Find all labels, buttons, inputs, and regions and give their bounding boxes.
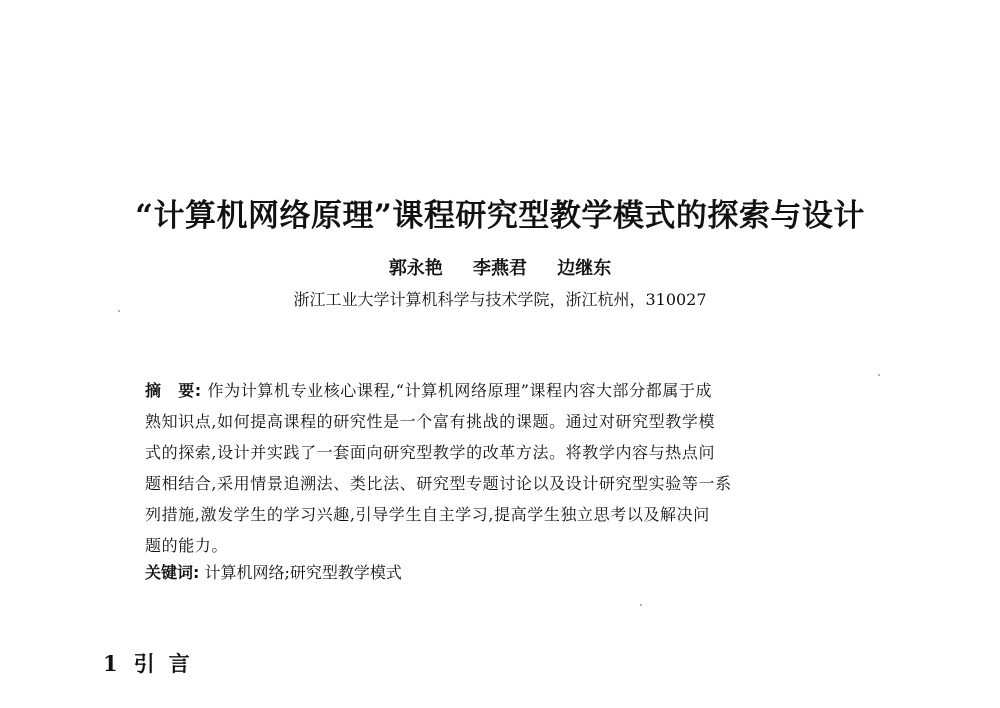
abstract-line: 题的能力。: [145, 536, 229, 555]
abstract-line: 式的探索,设计并实践了一套面向研究型教学的改革方法。将教学内容与热点问: [145, 443, 716, 462]
author-list: [0, 254, 1000, 280]
abstract: [145, 375, 860, 561]
scan-speck: [118, 310, 120, 312]
keywords-label: 关键词:: [145, 563, 200, 582]
scan-speck: [878, 374, 880, 376]
paper-title: “计算机网络原理”课程研究型教学模式的探索与设计: [135, 198, 865, 234]
abstract-line: [145, 375, 860, 406]
author-name: 边继东: [557, 258, 612, 279]
author-name: 李燕君: [473, 258, 527, 279]
abstract-label: 摘 要:: [145, 381, 202, 400]
section-number: 1: [103, 651, 118, 676]
abstract-text: 作为计算机专业核心课程,“计算机网络原理”课程内容大部分都属于成: [207, 381, 713, 400]
abstract-line: 题相结合,采用情景追溯法、类比法、研究型专题讨论以及设计研究型实验等一系: [145, 474, 732, 493]
abstract-line: 熟知识点,如何提高课程的研究性是一个富有挑战的课题。通过对研究型教学模: [145, 412, 716, 431]
keywords-text: 计算机网络;研究型教学模式: [204, 563, 402, 582]
author-affiliation: 浙江工业大学计算机科学与技术学院，浙江杭州，310027: [293, 290, 707, 309]
author-name: 郭永艳: [388, 258, 443, 279]
keywords: [145, 560, 402, 583]
section-title: 引言: [133, 651, 204, 676]
scan-speck: [640, 604, 642, 606]
abstract-line: 列措施,激发学生的学习兴趣,引导学生自主学习,提高学生独立思考以及解决问: [145, 505, 710, 524]
section-heading: [103, 648, 204, 678]
